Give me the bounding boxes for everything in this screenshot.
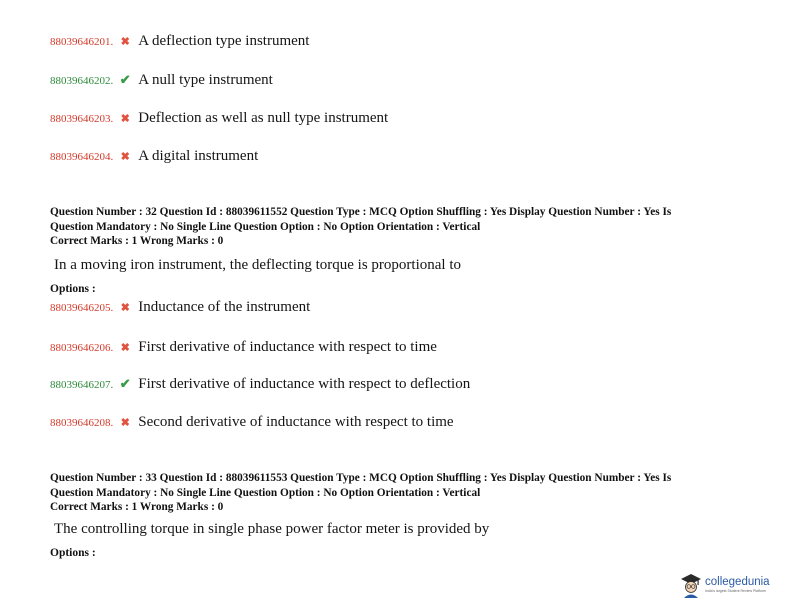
logo-tagline: India's largest Student Review Platform bbox=[705, 589, 766, 593]
option-text: Second derivative of inductance with respect to time bbox=[138, 414, 454, 430]
marks-line: Correct Marks : 1 Wrong Marks : 0 bbox=[50, 501, 224, 513]
option-row bbox=[50, 299, 310, 316]
option-row bbox=[50, 414, 454, 431]
option-text: Inductance of the instrument bbox=[138, 299, 311, 315]
collegedunia-logo bbox=[680, 572, 770, 598]
cross-icon: ✖ bbox=[120, 113, 130, 125]
option-text: First derivative of inductance with respect to deflection bbox=[138, 376, 471, 392]
question-meta bbox=[50, 205, 671, 249]
option-row bbox=[50, 72, 273, 89]
option-id: 88039646202. bbox=[50, 75, 114, 87]
option-row bbox=[50, 148, 258, 165]
option-text: A deflection type instrument bbox=[138, 33, 310, 49]
cross-icon: ✖ bbox=[120, 342, 130, 354]
option-row bbox=[50, 339, 437, 356]
question-meta-line: Question Mandatory : No Single Line Question Option : No Option Orientation : Vertical bbox=[50, 220, 481, 233]
logo-name: collegedunia bbox=[705, 575, 770, 588]
options-label: Options : bbox=[50, 547, 96, 559]
cross-icon: ✖ bbox=[120, 417, 130, 429]
option-row bbox=[50, 33, 309, 50]
question-meta-line: Question Number : 33 Question Id : 88039611553 Question Type : MCQ Option Shuffling : Yes Display Question Number : Yes Is bbox=[50, 472, 672, 484]
option-text: First derivative of inductance with respect to time bbox=[138, 339, 437, 355]
option-id: 88039646203. bbox=[50, 113, 114, 125]
options-label: Options : bbox=[50, 283, 96, 295]
check-icon: ✔ bbox=[119, 376, 131, 391]
question-text: The controlling torque in single phase power factor meter is provided by bbox=[54, 521, 490, 537]
option-text: A null type instrument bbox=[138, 72, 273, 88]
option-id: 88039646201. bbox=[50, 36, 114, 48]
option-text: A digital instrument bbox=[138, 148, 259, 164]
marks-line: Correct Marks : 1 Wrong Marks : 0 bbox=[50, 235, 224, 247]
option-row bbox=[50, 376, 470, 393]
question-meta bbox=[50, 471, 671, 515]
option-id: 88039646205. bbox=[50, 302, 114, 314]
option-id: 88039646206. bbox=[50, 342, 114, 354]
option-id: 88039646204. bbox=[50, 151, 114, 163]
graduate-icon bbox=[680, 572, 702, 598]
cross-icon: ✖ bbox=[120, 36, 130, 48]
option-text: Deflection as well as null type instrument bbox=[138, 110, 389, 126]
option-id: 88039646208. bbox=[50, 417, 114, 429]
cross-icon: ✖ bbox=[120, 302, 130, 314]
question-meta-line: Question Mandatory : No Single Line Question Option : No Option Orientation : Vertical bbox=[50, 486, 481, 499]
question-meta-line: Question Number : 32 Question Id : 88039611552 Question Type : MCQ Option Shuffling : Yes Display Question Number : Yes Is bbox=[50, 206, 672, 218]
question-text: In a moving iron instrument, the deflecting torque is proportional to bbox=[54, 257, 461, 273]
check-icon: ✔ bbox=[119, 72, 131, 87]
option-id: 88039646207. bbox=[50, 379, 114, 391]
option-row bbox=[50, 110, 388, 127]
cross-icon: ✖ bbox=[120, 151, 130, 163]
